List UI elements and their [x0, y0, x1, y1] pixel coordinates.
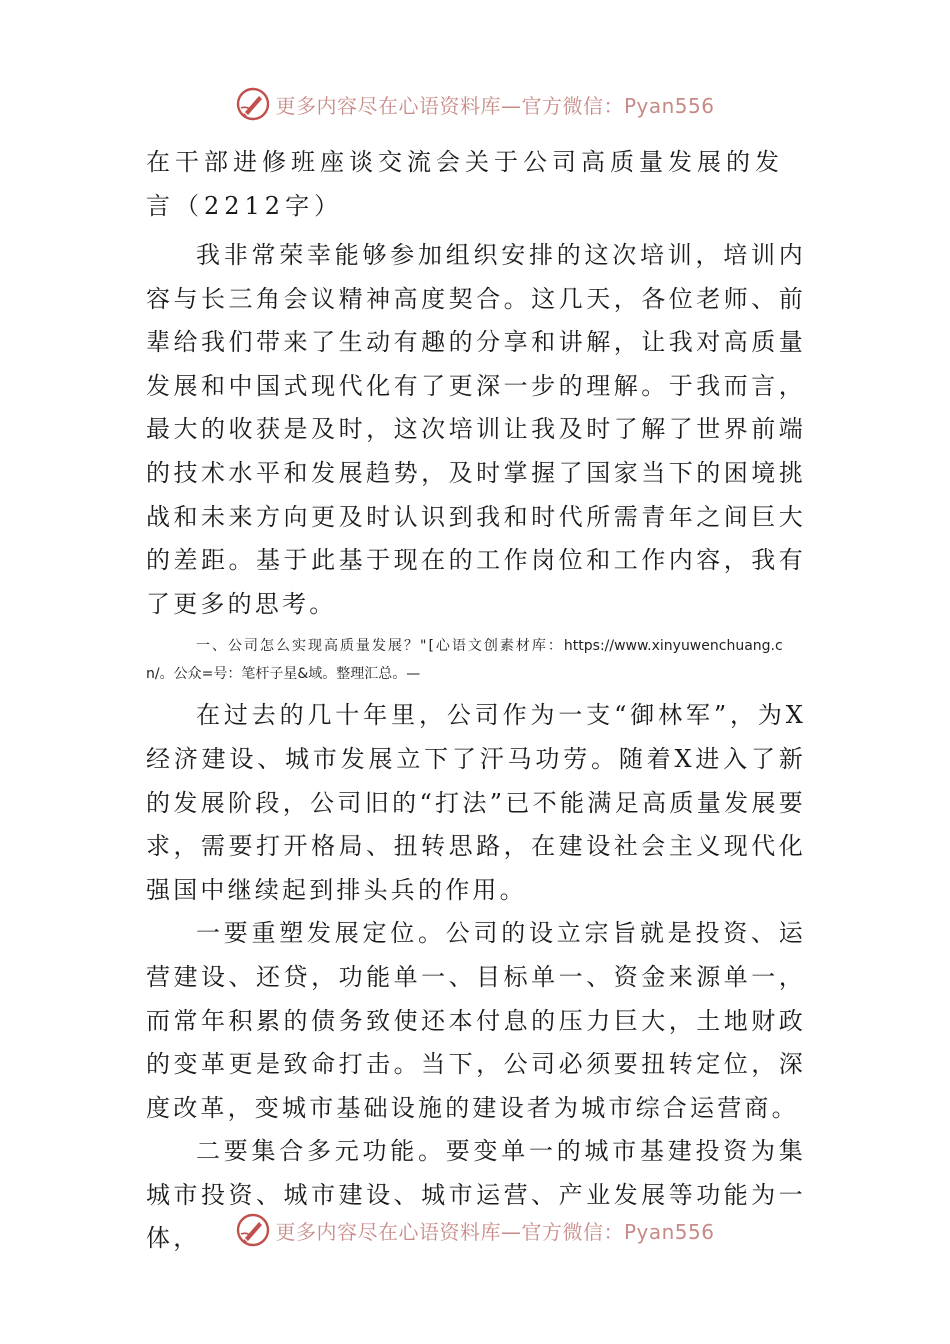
- body-paragraph: 二要集合多元功能。要变单一的城市基建投资为集城市投资、城市建设、城市运营、产业发展等功能为一体，: [146, 1137, 806, 1253]
- body-paragraph: 在过去的几十年里，公司作为一支“御林军”，为X经济建设、城市发展立下了汗马功劳。随着X进入了新的发展阶段，公司旧的“打法”已不能满足高质量发展要求，需要打开格局、扭转思路，在建设社会主义现代化强国中继续起到排头兵的作用。: [146, 701, 806, 904]
- banner-text: 更多内容尽在心语资料库—官方微信：Pyan556: [275, 1219, 715, 1244]
- document-body: [146, 140, 806, 1261]
- body-paragraph: 一要重塑发展定位。公司的设立宗旨就是投资、运营建设、还贷，功能单一、目标单一、资金来源单一，而常年积累的债务致使还本付息的压力巨大，土地财政的变革更是致命打击。当下，公司必须要扭转定位，深度改革，变城市基础设施的建设者为城市综合运营商。: [146, 919, 806, 1122]
- header-banner: [0, 84, 950, 124]
- document-title: 在干部进修班座谈交流会关于公司高质量发展的发言（2212字）: [146, 148, 784, 220]
- banner-text: 更多内容尽在心语资料库—官方微信：Pyan556: [275, 93, 715, 118]
- footer-banner: [0, 1210, 950, 1250]
- section-heading-text: 一、公司怎么实现高质量发展？"[心语文创素材库：: [196, 638, 564, 655]
- pen-seal-icon: [235, 86, 271, 122]
- intro-paragraph: 我非常荣幸能够参加组织安排的这次培训，培训内容与长三角会议精神高度契合。这几天，各位老师、前辈给我们带来了生动有趣的分享和讲解，让我对高质量发展和中国式现代化有了更深一步的理解。于我而言，最大的收获是及时，这次培训让我及时了解了世界前端的技术水平和发展趋势，及时掌握了国家当下的困境挑战和未来方向更及时认识到我和时代所需青年之间巨大的差距。基于此基于现在的工作岗位和工作内容，我有了更多的思考。: [146, 241, 806, 618]
- section-heading: [146, 632, 806, 688]
- pen-seal-icon: [235, 1212, 271, 1248]
- section-heading-url: https://www.xinyuwenchuang.cn/。公众=号：笔杆子星&域。整理汇总。—: [146, 638, 783, 683]
